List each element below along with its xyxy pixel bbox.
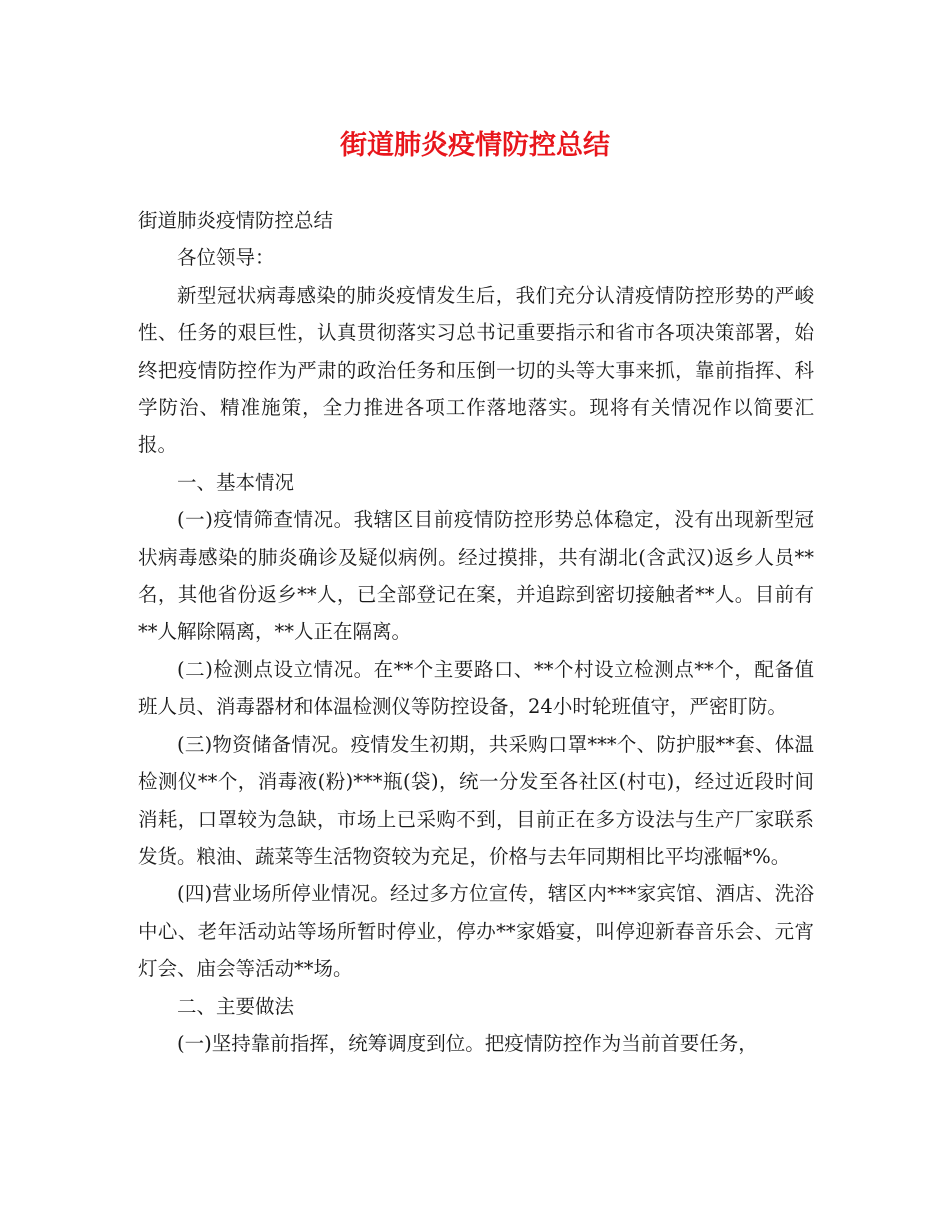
document-paragraph: (二)检测点设立情况。在**个主要路口、**个村设立检测点**个，配备值班人员、消毒器材和体温检测仪等防控设备，24小时轮班值守，严密盯防。 <box>138 657 814 719</box>
document-paragraph: (三)物资储备情况。疫情发生初期，共采购口罩***个、防护服**套、体温检测仪**个，消毒液(粉)***瓶(袋)，统一分发至各社区(村屯)，经过近段时间消耗，口罩较为急缺，市场上已采购不到，目前正在多方设法与生产厂家联系发货。粮油、蔬菜等生活物资较为充足，价格与去年同期相比平均涨幅*%。 <box>138 732 814 868</box>
document-paragraph: 二、主要做法 <box>177 994 295 1018</box>
document-paragraph: (四)营业场所停业情况。经过多方位宣传，辖区内***家宾馆、酒店、洗浴中心、老年活动站等场所暂时停业，停办**家婚宴，叫停迎新春音乐会、元宵灯会、庙会等活动**场。 <box>138 882 814 981</box>
document-title: 街道肺炎疫情防控总结 <box>340 130 610 161</box>
document-paragraph: (一)疫情筛查情况。我辖区目前疫情防控形势总体稳定，没有出现新型冠状病毒感染的肺炎确诊及疑似病例。经过摸排，共有湖北(含武汉)返乡人员**名，其他省份返乡**人，已全部登记在案，并追踪到密切接触者**人。目前有**人解除隔离，**人正在隔离。 <box>138 508 814 644</box>
document-paragraph: 新型冠状病毒感染的肺炎疫情发生后，我们充分认清疫情防控形势的严峻性、任务的艰巨性，认真贯彻落实习总书记重要指示和省市各项决策部署，始终把疫情防控作为严肃的政治任务和压倒一切的头等大事来抓，靠前指挥、科学防治、精准施策，全力推进各项工作落地落实。现将有关情况作以简要汇报。 <box>138 283 814 457</box>
document-paragraph: 各位领导： <box>177 246 275 270</box>
document-body <box>138 202 814 1062</box>
document-paragraph: (一)坚持靠前指挥，统筹调度到位。把疫情防控作为当前首要任务， <box>177 1031 758 1055</box>
document-paragraph: 街道肺炎疫情防控总结 <box>138 209 334 232</box>
document-paragraph: 一、基本情况 <box>177 470 295 494</box>
